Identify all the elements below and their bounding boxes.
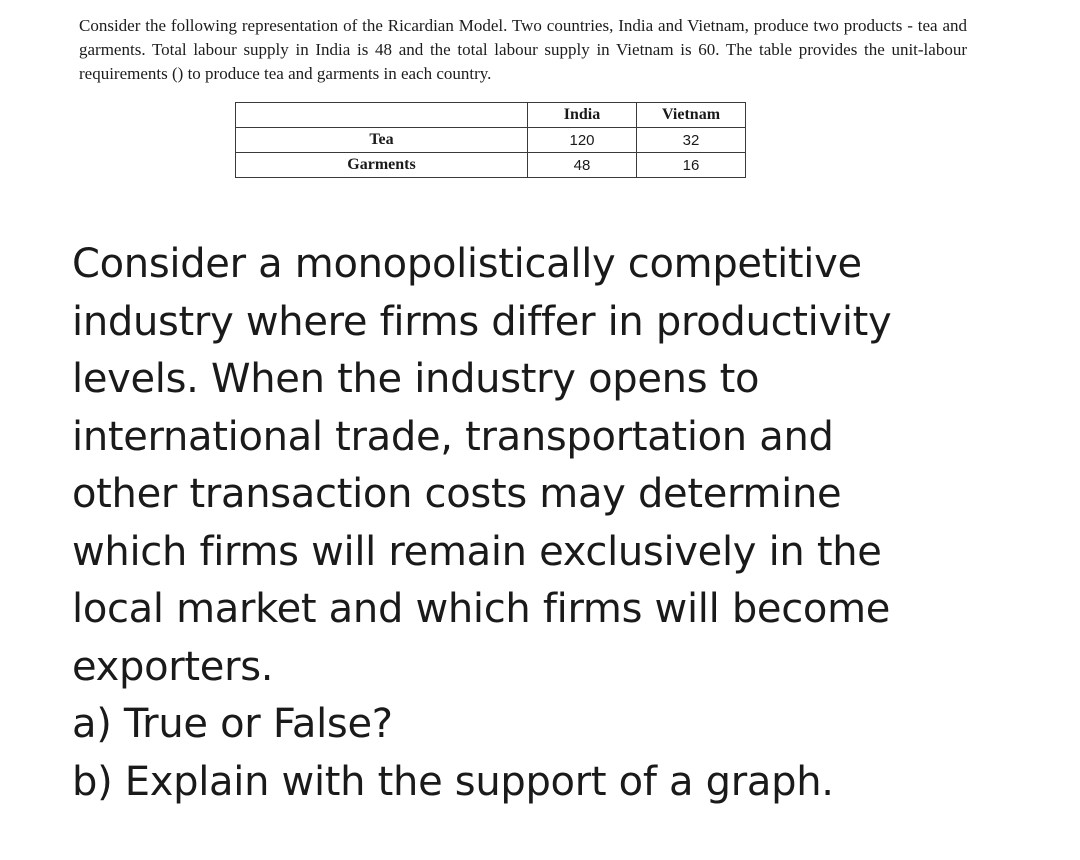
table-row bbox=[236, 128, 746, 153]
header-india: India bbox=[528, 103, 637, 128]
part-a-prompt: a) True or False? bbox=[72, 701, 393, 747]
intro-paragraph: Consider the following representation of the Ricardian Model. Two countries, India and Vietnam, produce two products - tea and garments. Total labour supply in India is 48 and the total labour supply in Vietnam is 60. The table provides the unit-labour requirements () to produce tea and garments in each country. bbox=[79, 16, 967, 83]
table-row bbox=[236, 153, 746, 178]
cell-tea-india: 120 bbox=[528, 128, 637, 153]
cell-garments-vietnam: 16 bbox=[637, 153, 746, 178]
cell-garments-india: 48 bbox=[528, 153, 637, 178]
question-line: local market and which firms will become bbox=[72, 586, 891, 632]
question-line: levels. When the industry opens to bbox=[72, 356, 760, 402]
table bbox=[235, 102, 746, 178]
table-header-row bbox=[236, 103, 746, 128]
question-line: exporters. bbox=[72, 643, 274, 690]
question-line: Consider a monopolistically competitive bbox=[72, 241, 862, 287]
row-label-tea: Tea bbox=[236, 128, 528, 153]
question-line: industry where firms differ in productivity bbox=[72, 298, 892, 345]
part-b-prompt: b) Explain with the support of a graph. bbox=[72, 758, 834, 805]
question-block bbox=[72, 236, 1032, 811]
question-line: international trade, transportation and bbox=[72, 413, 834, 460]
question-line: other transaction costs may determine bbox=[72, 471, 842, 517]
labour-requirements-table bbox=[235, 102, 746, 178]
header-blank bbox=[236, 103, 528, 128]
row-label-garments: Garments bbox=[236, 153, 528, 178]
cell-tea-vietnam: 32 bbox=[637, 128, 746, 153]
question-line: which firms will remain exclusively in the bbox=[72, 528, 882, 575]
header-vietnam: Vietnam bbox=[637, 103, 746, 128]
